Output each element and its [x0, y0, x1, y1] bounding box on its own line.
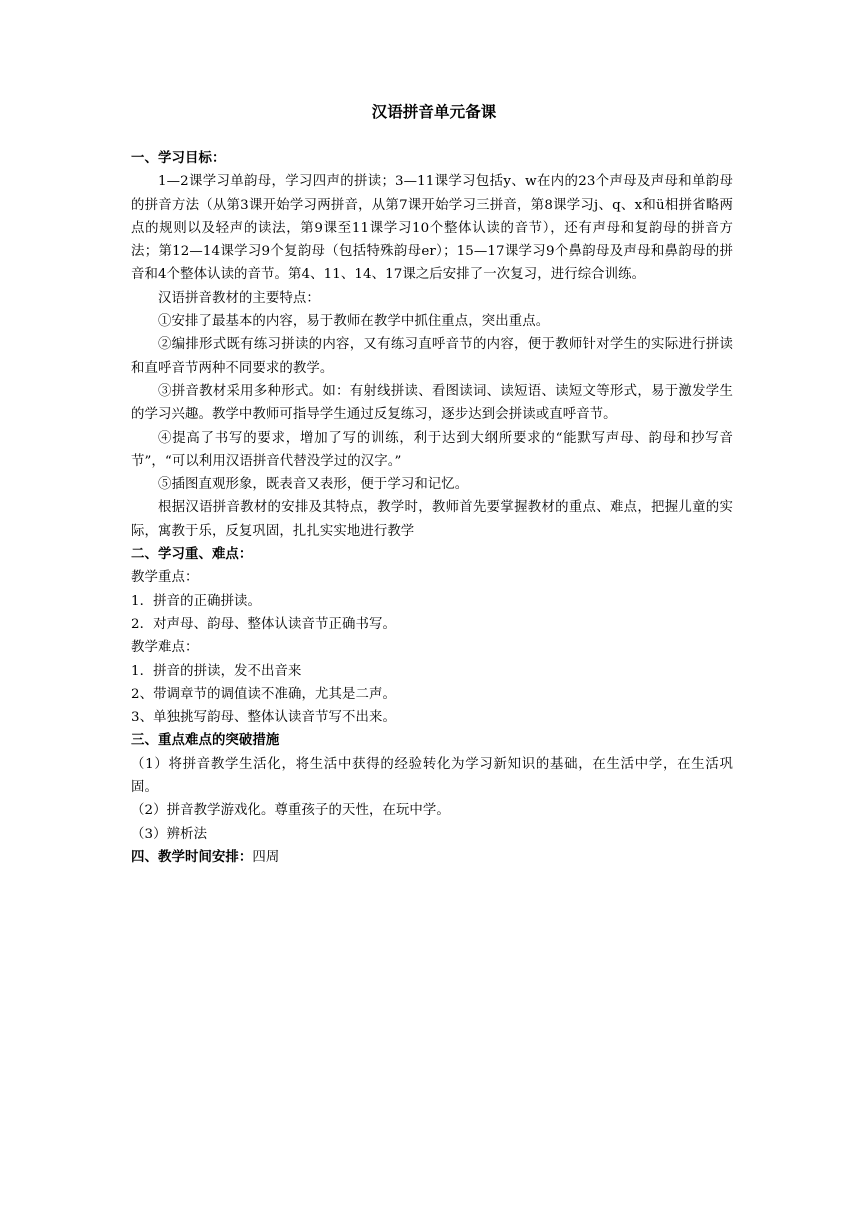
- section-key-points-heading: 二、学习重、难点：: [131, 546, 253, 563]
- difficulty-item-2: 2、带调章节的调值读不准确，尤其是二声。: [131, 686, 396, 702]
- feature-item-5: ⑤插图直观形象，既表音又表形，便于学习和记忆。: [158, 477, 469, 493]
- section-schedule-heading: 四、教学时间安排：: [131, 848, 253, 865]
- focus-item-2: 2．对声母、韵母、整体认读音节正确书写。: [131, 616, 396, 632]
- feature-item-3: ③拼音教材采用多种形式。如：有射线拼读、看图读词、读短语、读短文等形式，易于激发学生的学习兴趣。教学中教师可指导学生通过反复练习，逐步达到会拼读或直呼音节。: [131, 383, 733, 423]
- goals-summary-paragraph: 根据汉语拼音教材的安排及其特点，教学时，教师首先要掌握教材的重点、难点，把握儿童的实际，寓教于乐，反复巩固，扎扎实实地进行教学: [131, 500, 733, 539]
- document-title: 汉语拼音单元备课: [371, 102, 497, 121]
- section-goals-heading: 一、学习目标：: [131, 150, 226, 166]
- feature-item-2: ②编排形式既有练习拼读的内容，又有练习直呼音节的内容，便于教师针对学生的实际进行拼读和直呼音节两种不同要求的教学。: [131, 337, 733, 376]
- features-label: 汉语拼音教材的主要特点：: [158, 290, 320, 306]
- feature-item-1: ①安排了最基本的内容，易于教师在教学中抓住重点，突出重点。: [158, 314, 550, 330]
- section-measures-heading: 三、重点难点的突破措施: [131, 732, 280, 749]
- feature-item-4: ④提高了书写的要求，增加了写的训练，利于达到大纲所要求的“能默写声母、韵母和抄写音节”，“可以利用汉语拼音代替没学过的汉字。”: [131, 430, 733, 469]
- goals-intro-paragraph: 1—2课学习单韵母，学习四声的拼读；3—11课学习包括y、w在内的23个声母及声母和单韵母的拼音方法（从第3课开始学习两拼音，从第7课开始学习三拼音，第8课学习j、q、x和ü相拼省略两点的规则以及轻声的读法，第9课至11课学习10个整体认读的音节），还有声母和复韵母的拼音方法；第12—14课学习9个复韵母（包括特殊韵母er）；15—17课学习9个鼻韵母及声母和鼻韵母的拼音和4个整体认读的音节。第4、11、14、17课之后安排了一次复习，进行综合训练。: [131, 174, 733, 283]
- measure-item-3: （3）辨析法: [131, 826, 208, 842]
- difficulty-item-3: 3、单独挑写韵母、整体认读音节写不出来。: [131, 710, 396, 726]
- measure-item-1: （1）将拼音教学生活化，将生活中获得的经验转化为学习新知识的基础，在生活中学，在生活巩固。: [131, 756, 733, 796]
- schedule-value: 四周: [252, 849, 280, 865]
- document-page: [131, 100, 733, 869]
- difficulty-label: 教学难点：: [131, 640, 199, 656]
- measure-item-2: （2）拼音教学游戏化。尊重孩子的天性，在玩中学。: [131, 803, 450, 819]
- focus-item-1: 1．拼音的正确拼读。: [131, 593, 262, 609]
- difficulty-item-1: 1．拼音的拼读，发不出音来: [131, 663, 302, 679]
- focus-label: 教学重点：: [131, 570, 199, 586]
- section-schedule: [131, 846, 733, 869]
